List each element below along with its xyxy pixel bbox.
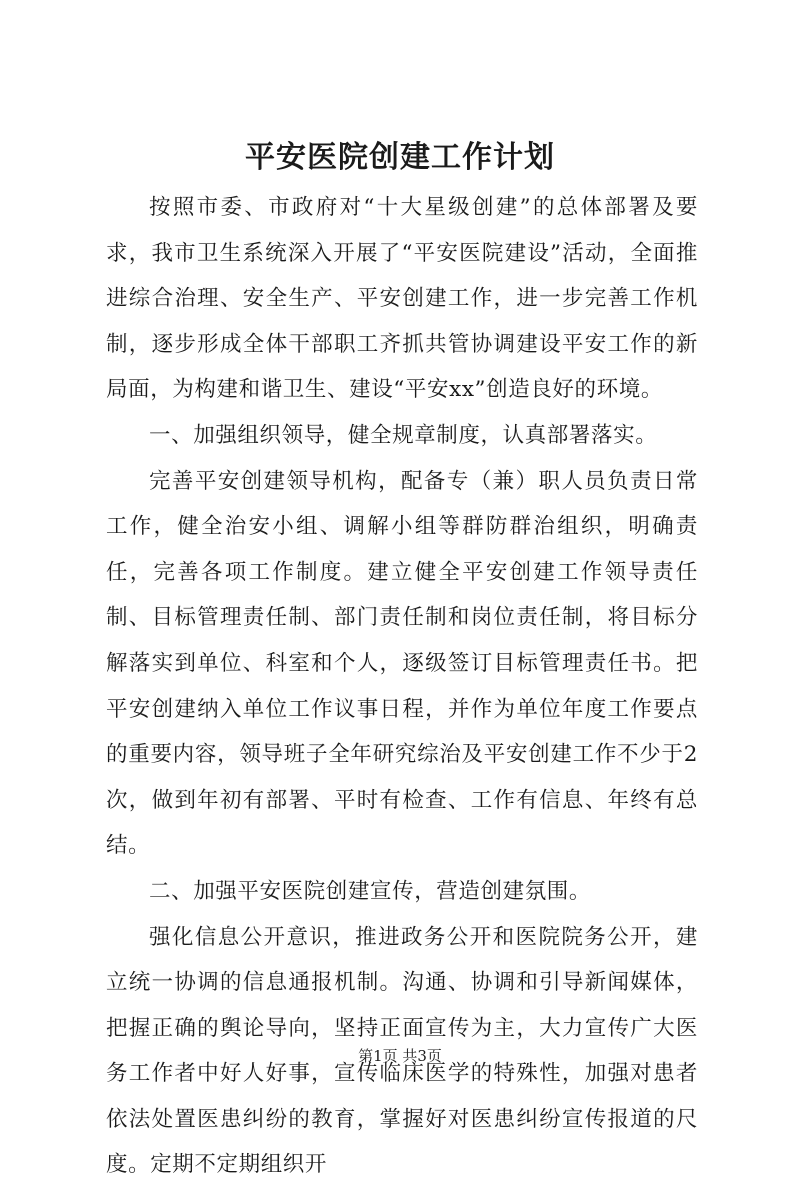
paragraph-intro: 按照市委、市政府对“十大星级创建”的总体部署及要求，我市卫生系统深入开展了“平安医院建设”活动，全面推进综合治理、安全生产、平安创建工作，进一步完善工作机制，逐步形成全体干部职工齐抓共管协调建设平安工作的新局面，为构建和谐卫生、建设“平安xx”创造良好的环境。 <box>106 185 698 413</box>
paragraph-section-2: 强化信息公开意识，推进政务公开和医院院务公开，建立统一协调的信息通报机制。沟通、协调和引导新闻媒体，把握正确的舆论导向，坚持正面宣传为主，大力宣传广大医务工作者中好人好事，宣传临床医学的特殊性，加强对患者依法处置医患纠纷的教育，掌握好对医患纠纷宣传报道的尺度。定期不定期组织开 <box>106 915 698 1188</box>
paragraph-section-1: 完善平安创建领导机构，配备专（兼）职人员负责日常工作，健全治安小组、调解小组等群防群治组织，明确责任，完善各项工作制度。建立健全平安创建工作领导责任制、目标管理责任制、部门责任制和岗位责任制，将目标分解落实到单位、科室和个人，逐级签订目标管理责任书。把平安创建纳入单位工作议事日程，并作为单位年度工作要点的重要内容，领导班子全年研究综治及平安创建工作不少于2次，做到年初有部署、平时有检查、工作有信息、年终有总结。 <box>106 459 698 869</box>
page-footer: 第1页 共3页 <box>0 1046 800 1066</box>
document-title: 平安医院创建工作计划 <box>0 138 800 178</box>
section-heading-2: 二、加强平安医院创建宣传，营造创建氛围。 <box>106 869 698 915</box>
document-body <box>106 185 698 1188</box>
section-heading-1: 一、加强组织领导，健全规章制度，认真部署落实。 <box>106 413 698 459</box>
